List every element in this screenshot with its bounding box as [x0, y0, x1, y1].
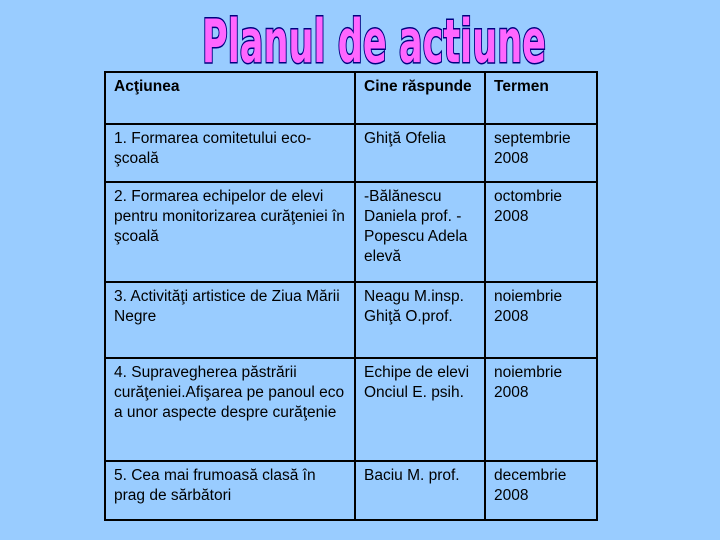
cell-who: Baciu M. prof. [355, 461, 485, 520]
cell-who: Ghiţă Ofelia [355, 124, 485, 182]
table-row [105, 358, 597, 461]
title-wordart [198, 8, 550, 70]
cell-who: Echipe de elevi Onciul E. psih. [355, 358, 485, 461]
page-title [198, 8, 550, 70]
cell-action: 1. Formarea comitetului eco-şcoală [105, 124, 355, 182]
cell-deadline: decembrie 2008 [485, 461, 597, 520]
header-action: Acţiunea [105, 72, 355, 124]
table-header-row [105, 72, 597, 124]
table-row [105, 461, 597, 520]
cell-who: -Bălănescu Daniela prof. - Popescu Adela elevă [355, 182, 485, 282]
table-row [105, 282, 597, 358]
cell-action: 4. Supravegherea păstrării curăţeniei.Afişarea pe panoul eco a unor aspecte despre curăţenie [105, 358, 355, 461]
cell-deadline: septembrie 2008 [485, 124, 597, 182]
table-row [105, 182, 597, 282]
header-who: Cine răspunde [355, 72, 485, 124]
cell-deadline: octombrie 2008 [485, 182, 597, 282]
action-plan-table [104, 71, 598, 521]
cell-deadline: noiembrie 2008 [485, 358, 597, 461]
table-row [105, 124, 597, 182]
cell-action: 5. Cea mai frumoasă clasă în prag de sărbători [105, 461, 355, 520]
cell-action: 3. Activităţi artistice de Ziua Mării Negre [105, 282, 355, 358]
title-text: Planul de actiune [202, 8, 546, 70]
header-deadline: Termen [485, 72, 597, 124]
cell-deadline: noiembrie 2008 [485, 282, 597, 358]
cell-who: Neagu M.insp. Ghiţă O.prof. [355, 282, 485, 358]
cell-action: 2. Formarea echipelor de elevi pentru monitorizarea curăţeniei în şcoală [105, 182, 355, 282]
